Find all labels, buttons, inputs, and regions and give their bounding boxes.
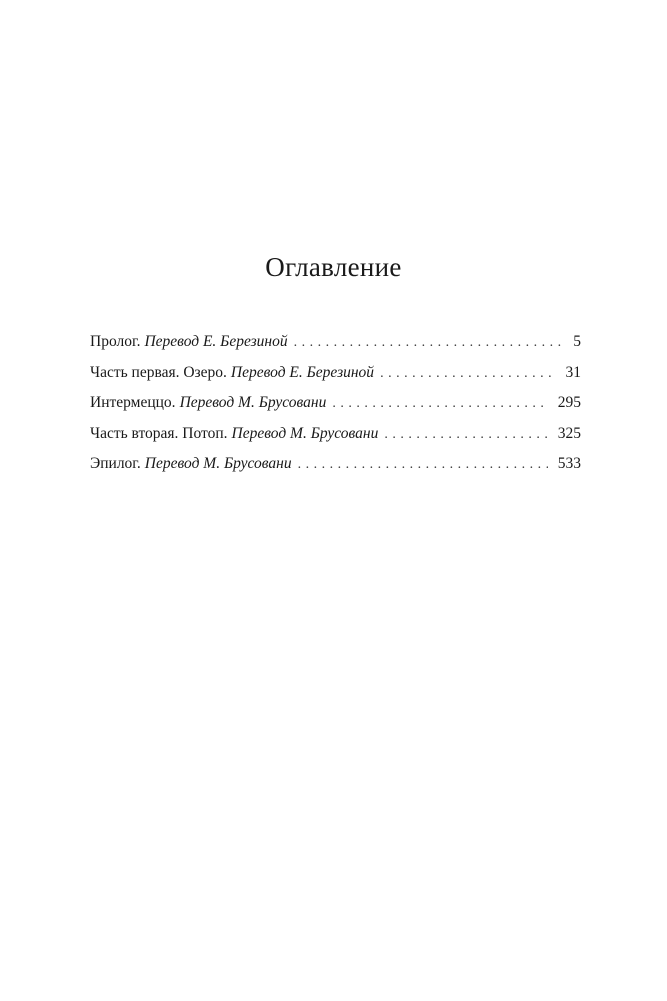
toc-entry-section: Эпилог. [90,455,141,472]
toc-entry-translator: Перевод Е. Березиной [144,333,288,350]
toc-entry-part-two [90,424,581,455]
toc-entry-translator: Перевод М. Брусовани [179,394,327,411]
toc-entry-page: 5 [573,333,581,350]
toc-entry-translator: Перевод М. Брусовани [231,424,379,442]
toc-entry-page: 533 [557,455,581,472]
page-title: Оглавление [265,252,402,282]
dot-leader [298,455,548,475]
toc-entry-part-one [90,363,581,394]
toc-entry-page: 295 [557,394,581,411]
toc-entry-intermezzo [90,393,581,424]
toc-entry-section: Интермеццо. [90,394,176,411]
toc-entry-page: 325 [557,424,581,442]
toc-entry-prologue [90,332,581,363]
toc-entry-translator: Перевод Е. Березиной [230,363,375,381]
dot-leader [294,333,564,353]
toc-entry-section: Пролог. [90,333,141,350]
toc-entry-epilogue [90,454,581,485]
table-of-contents [90,332,581,485]
toc-entry-section: Часть первая. Озеро. [90,363,227,381]
toc-entry-section: Часть вторая. Потоп. [90,424,228,442]
dot-leader [332,394,547,414]
dot-leader [380,364,555,384]
dot-leader [384,425,547,445]
toc-entry-page: 31 [565,363,581,381]
toc-entry-translator: Перевод М. Брусовани [144,455,292,472]
